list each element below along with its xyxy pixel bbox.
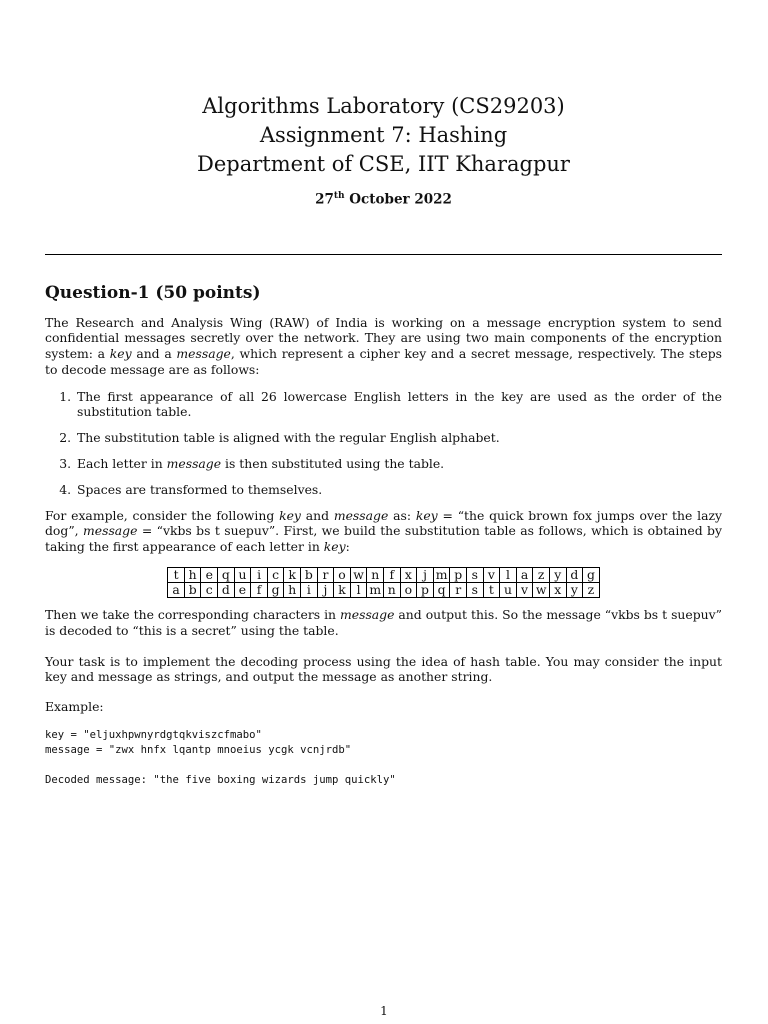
example-text-f: :: [345, 539, 350, 555]
code-message-line: message = "zwx hnfx lqantp mnoeius ycgk vcnjrdb": [45, 744, 352, 757]
date-day: 27: [315, 191, 334, 208]
cipher-letter-cell: n: [367, 568, 384, 583]
alphabet-letter-cell: d: [218, 583, 235, 598]
alphabet-letter-cell: m: [367, 583, 384, 598]
step3-text-b: is then substituted using the table.: [221, 456, 445, 472]
intro-key-term: key: [109, 346, 132, 362]
alphabet-letter-cell: t: [483, 583, 500, 598]
cipher-letter-cell: q: [218, 568, 235, 583]
example-paragraph: [45, 508, 722, 555]
cipher-letter-cell: e: [201, 568, 218, 583]
step-item: 4. Spaces are transformed to themselves.: [75, 482, 722, 498]
title-block: [45, 92, 722, 179]
step3-text-a: Each letter in: [77, 456, 167, 472]
date-month-year: October 2022: [344, 191, 452, 208]
alphabet-letter-cell: i: [301, 583, 318, 598]
cipher-letter-cell: r: [317, 568, 334, 583]
alphabet-letter-cell: g: [267, 583, 284, 598]
cipher-row: [168, 568, 599, 583]
then-text-b: and output this. So the message “vkbs bs t suepuv” is decoded to “this is a secret” using the table.: [45, 607, 722, 638]
code-block: [45, 728, 722, 788]
example-text-a: For example, consider the following: [45, 507, 280, 523]
cipher-letter-cell: w: [350, 568, 367, 583]
then-paragraph: [45, 607, 722, 639]
alphabet-letter-cell: k: [334, 583, 351, 598]
example-text-d: = “the quick brown fox jumps over the lazy dog”,: [45, 507, 722, 539]
cipher-letter-cell: s: [466, 568, 483, 583]
cipher-letter-cell: a: [516, 568, 533, 583]
document-page: [45, 0, 722, 788]
alphabet-letter-cell: s: [466, 583, 483, 598]
example-text-e: = “vkbs bs t suepuv”. First, we build the substitution table as follows, which is obtained by taking the first appearance of each letter in: [45, 523, 722, 555]
cipher-letter-cell: o: [334, 568, 351, 583]
cipher-letter-cell: c: [267, 568, 284, 583]
example-key-term: key: [415, 507, 438, 523]
intro-text-b: and a: [131, 346, 177, 362]
example-message-term: message: [83, 523, 138, 539]
alphabet-letter-cell: p: [417, 583, 434, 598]
cipher-letter-cell: j: [417, 568, 434, 583]
alphabet-letter-cell: l: [350, 583, 367, 598]
cipher-letter-cell: b: [301, 568, 318, 583]
cipher-letter-cell: m: [433, 568, 450, 583]
step-item: [75, 456, 722, 472]
code-key-line: key = "eljuxhpwnyrdgtqkviszcfmabo": [45, 729, 262, 742]
alphabet-letter-cell: v: [516, 583, 533, 598]
example-text-b: and: [300, 507, 334, 523]
then-text-a: Then we take the corresponding characters in: [45, 607, 340, 623]
cipher-letter-cell: i: [251, 568, 268, 583]
alphabet-letter-cell: w: [533, 583, 550, 598]
alphabet-letter-cell: r: [450, 583, 467, 598]
example-key-term: key: [323, 539, 346, 555]
cipher-letter-cell: z: [533, 568, 550, 583]
date-suffix: th: [333, 191, 345, 201]
alphabet-letter-cell: y: [566, 583, 583, 598]
cipher-letter-cell: v: [483, 568, 500, 583]
intro-message-term: message: [176, 346, 231, 362]
alphabet-letter-cell: h: [284, 583, 301, 598]
example-message-term: message: [333, 507, 389, 523]
alphabet-letter-cell: o: [400, 583, 417, 598]
alphabet-letter-cell: u: [500, 583, 517, 598]
intro-text-a: The Research and Analysis Wing (RAW) of India is working on a message encryption system to send confidential messages secretly over the network. They are using two main components of the encryption system: a: [45, 314, 722, 362]
alphabet-letter-cell: n: [384, 583, 401, 598]
question-heading: Question-1 (50 points): [45, 282, 261, 303]
page-number: 1: [380, 1004, 388, 1018]
assignment-title: Assignment 7: Hashing: [259, 123, 508, 147]
cipher-letter-cell: g: [583, 568, 600, 583]
alphabet-letter-cell: x: [549, 583, 566, 598]
cipher-letter-cell: f: [384, 568, 401, 583]
code-decoded-line: Decoded message: "the five boxing wizards jump quickly": [45, 774, 396, 787]
step-item: 2. The substitution table is aligned with the regular English alphabet.: [75, 430, 722, 446]
alphabet-letter-cell: j: [317, 583, 334, 598]
alphabet-letter-cell: c: [201, 583, 218, 598]
horizontal-rule: [45, 254, 722, 255]
alphabet-letter-cell: z: [583, 583, 600, 598]
course-title: Algorithms Laboratory (CS29203): [202, 94, 565, 118]
example-text-c: as:: [388, 507, 416, 523]
example-label: Example:: [45, 699, 104, 715]
alphabet-row: [168, 583, 599, 598]
cipher-letter-cell: u: [234, 568, 251, 583]
step3-message-term: message: [166, 456, 222, 472]
cipher-letter-cell: t: [168, 568, 185, 583]
intro-text-c: , which represent a cipher key and a secret message, respectively. The steps to decode message are as follows:: [45, 346, 722, 377]
cipher-letter-cell: x: [400, 568, 417, 583]
task-paragraph: Your task is to implement the decoding process using the idea of hash table. You may consider the input key and message as strings, and output the message as another string.: [45, 653, 722, 685]
department-title: Department of CSE, IIT Kharagpur: [197, 152, 570, 176]
alphabet-letter-cell: a: [168, 583, 185, 598]
alphabet-letter-cell: e: [234, 583, 251, 598]
cipher-letter-cell: h: [184, 568, 201, 583]
then-message-term: message: [340, 607, 395, 623]
alphabet-letter-cell: f: [251, 583, 268, 598]
cipher-letter-cell: p: [450, 568, 467, 583]
substitution-table: [167, 567, 599, 598]
steps-list: [45, 389, 722, 498]
example-key-term: key: [279, 507, 301, 523]
cipher-letter-cell: y: [549, 568, 566, 583]
cipher-letter-cell: l: [500, 568, 517, 583]
date: [45, 191, 722, 208]
alphabet-letter-cell: b: [184, 583, 201, 598]
cipher-letter-cell: d: [566, 568, 583, 583]
alphabet-letter-cell: q: [433, 583, 450, 598]
step-item: 1. The first appearance of all 26 lowercase English letters in the key are used as the order of the substitution table.: [75, 389, 722, 421]
cipher-letter-cell: k: [284, 568, 301, 583]
intro-paragraph: [45, 315, 722, 378]
